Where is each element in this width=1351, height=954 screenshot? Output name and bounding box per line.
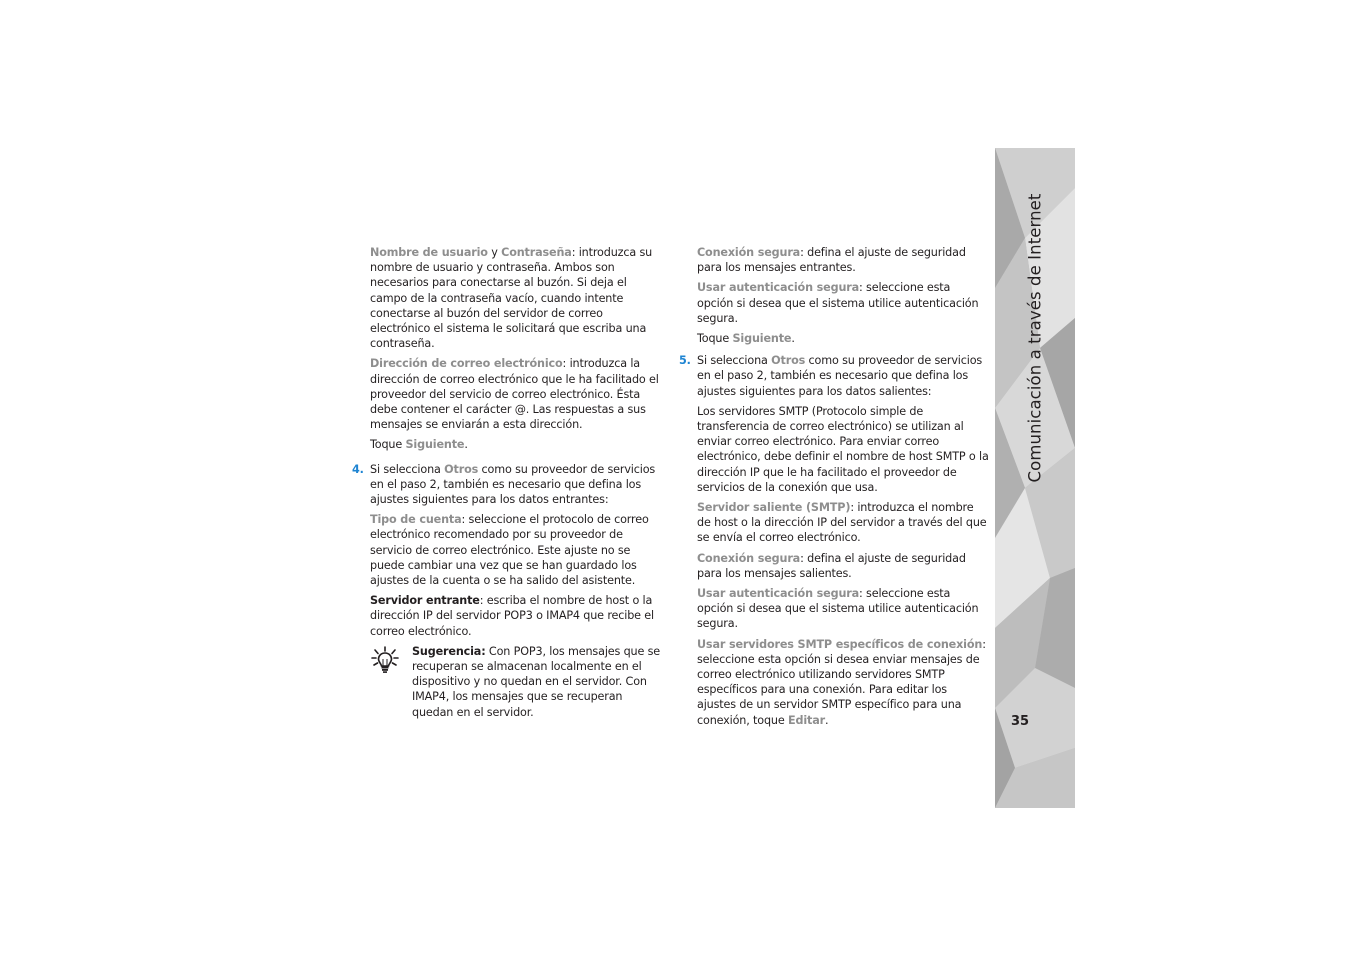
chapter-title-container — [995, 148, 1075, 528]
menu-term-edit: Editar — [788, 713, 826, 727]
menu-term-secure-connection: Conexión segura — [697, 246, 801, 259]
paragraph-text: : defina el ajuste de seguridad para los mensajes entrantes. — [697, 246, 966, 275]
step-number: 4. — [352, 462, 364, 476]
paragraph-text: : introduzca el nombre de host o la dirección IP del servidor a través del que se envía el correo electrónico. — [697, 501, 987, 545]
menu-term-others: Otros — [771, 354, 806, 368]
menu-term-connection-smtp: Usar servidores SMTP específicos de conexión — [697, 637, 983, 651]
paragraph-text: : defina el ajuste de seguridad para los mensajes salientes. — [697, 551, 966, 580]
left-column — [352, 245, 662, 720]
tip-box — [370, 644, 662, 720]
menu-term-next: Siguiente — [732, 332, 792, 346]
paragraph-connection-specific-smtp — [697, 637, 989, 728]
paragraph-text: Toque — [697, 332, 733, 346]
menu-term-outgoing-server: Servidor saliente (SMTP) — [697, 501, 851, 515]
menu-term-password: Contraseña — [501, 246, 572, 259]
chapter-sidebar — [995, 148, 1075, 808]
menu-term-others: Otros — [444, 462, 479, 476]
paragraph-text: : seleccione esta opción si desea que el sistema utilice autenticación segura. — [697, 587, 979, 631]
menu-term-secure-connection: Conexión segura — [697, 551, 801, 565]
paragraph-email-address — [370, 356, 662, 432]
label-incoming-server: Servidor entrante — [370, 594, 480, 608]
step-text: como su proveedor de servicios en el paso 2, también es necesario que defina los ajustes siguientes para los datos entrantes: — [370, 462, 656, 507]
menu-term-account-type: Tipo de cuenta — [370, 513, 462, 527]
paragraph-text: . — [825, 713, 829, 727]
paragraph-text: : introduzca la dirección de correo electrónico que le ha facilitado el proveedor del servicio de correo electrónico. Ésta debe contener el carácter @. Las respuestas a sus mensajes se enviarán a esta dirección. — [370, 357, 659, 432]
paragraph-text: Los servidores SMTP (Protocolo simple de transferencia de correo electrónico) se utilizan al enviar correo electrónico. Para enviar correo electrónico, debe definir el nombre de host SMTP o la dirección IP que le ha facilitado el proveedor de servicios de la conexión que usa. — [697, 404, 989, 494]
menu-term-next: Siguiente — [405, 438, 465, 452]
menu-term-secure-auth: Usar autenticación segura — [697, 587, 860, 601]
tip-label: Sugerencia: — [412, 644, 486, 658]
paragraph-text: : seleccione esta opción si desea que el sistema utilice autenticación segura. — [697, 281, 979, 325]
paragraph-text: . — [791, 332, 795, 346]
paragraph-text: : introduzca su nombre de usuario y contraseña. Ambos son necesarios para conectarse al buzón. Si deja el campo de la contraseña vacío, cuando intente conectarse al buzón del servidor de correo electrónico el sistema le solicitará que escriba una contraseña. — [370, 246, 653, 351]
tip-text: Con POP3, los mensajes que se recuperan se almacenan localmente en el dispositivo y no quedan en el servidor. Con IMAP4, los mensajes que se recuperan quedan en el servidor. — [412, 644, 661, 719]
paragraph-secure-connection-outgoing — [697, 551, 989, 581]
step-text: Si selecciona — [697, 354, 772, 368]
paragraph-tap-next — [370, 437, 662, 452]
connector-text: y — [487, 246, 502, 259]
menu-term-username: Nombre de usuario — [370, 246, 488, 259]
paragraph-text: Toque — [370, 438, 406, 452]
paragraph-tap-next — [697, 331, 989, 346]
paragraph-incoming-server — [370, 593, 662, 639]
paragraph-outgoing-server — [697, 500, 989, 546]
paragraph-text: : seleccione el protocolo de correo electrónico recomendado por su proveedor de servicio de correo electrónico. Este ajuste no se puede cambiar una vez que se han guardado los ajustes de la cuenta o se ha salido del asistente. — [370, 513, 649, 588]
paragraph-text: : seleccione esta opción si desea enviar mensajes de correo electrónico utilizando servidores SMTP específicos para una conexión. Para editar los ajustes de un servidor SMTP específico para una conexión, toque — [697, 637, 986, 727]
right-column — [679, 245, 989, 733]
paragraph-secure-auth-incoming — [697, 280, 989, 326]
step-text: como su proveedor de servicios en el paso 2, también es necesario que defina los ajustes siguientes para los datos salientes: — [697, 354, 983, 398]
paragraph-username-password — [370, 245, 662, 351]
menu-term-email-address: Dirección de correo electrónico — [370, 357, 563, 371]
lightbulb-icon — [370, 646, 400, 674]
paragraph-secure-connection-incoming — [697, 245, 989, 275]
chapter-title: Comunicación a través de Internet — [1025, 193, 1045, 483]
paragraph-text: : escriba el nombre de host o la dirección IP del servidor POP3 o IMAP4 que recibe el correo electrónico. — [370, 594, 654, 638]
paragraph-smtp-info — [697, 404, 989, 495]
paragraph-account-type — [370, 512, 662, 588]
paragraph-secure-auth-outgoing — [697, 586, 989, 632]
page-number: 35 — [1011, 714, 1030, 729]
step-5 — [679, 353, 989, 399]
step-text: Si selecciona — [370, 462, 445, 476]
paragraph-text: . — [464, 438, 468, 452]
menu-term-secure-auth: Usar autenticación segura — [697, 281, 860, 295]
step-4 — [352, 462, 662, 508]
step-number: 5. — [679, 354, 691, 368]
